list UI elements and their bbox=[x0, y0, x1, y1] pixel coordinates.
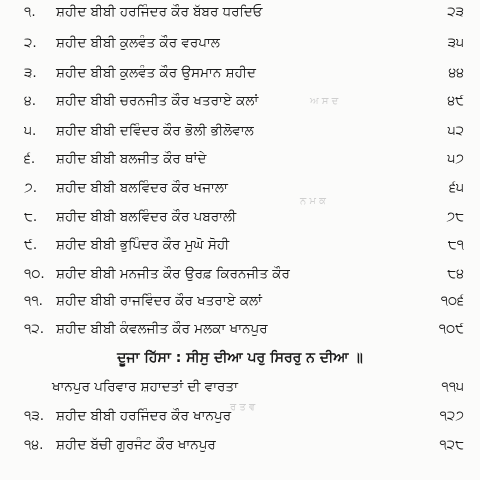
entry-title: ਸ਼ਹੀਦ ਬੀਬੀ ਮਨਜੀਤ ਕੌਰ ਉਰਫ਼ ਕਿਰਨਜੀਤ ਕੌਰ bbox=[56, 266, 290, 282]
toc-entry[interactable] bbox=[24, 434, 464, 456]
entry-number: ੩. bbox=[24, 65, 37, 81]
entry-number: ੬. bbox=[24, 151, 36, 167]
entry-page: ੮੧ bbox=[447, 237, 464, 253]
toc-subentry[interactable] bbox=[52, 376, 464, 398]
toc-entry[interactable] bbox=[24, 234, 464, 256]
entry-number: ੯. bbox=[24, 237, 38, 253]
entry-number: ੧੨. bbox=[24, 321, 45, 337]
entry-page: ੬੫ bbox=[449, 180, 464, 196]
entry-number: ੧੩. bbox=[24, 408, 45, 424]
toc-entry[interactable] bbox=[24, 148, 464, 170]
entry-page: ੭੮ bbox=[446, 209, 464, 225]
toc-entry[interactable] bbox=[24, 120, 464, 142]
entry-title: ਸ਼ਹੀਦ ਬੀਬੀ ਕੁਲਵੰਤ ਕੌਰ ਵਰਪਾਲ bbox=[56, 35, 220, 51]
entry-number: ੧. bbox=[24, 4, 36, 20]
section-heading: ਦੂਜਾ ਹਿੱਸਾ : ਸੀਸੁ ਦੀਆ ਪਰੁ ਸਿਰਰੁ ਨ ਦੀਆ ॥ bbox=[117, 350, 363, 366]
show-through-mark: ਅ ਸ ਦ bbox=[310, 96, 339, 107]
toc-entry[interactable] bbox=[24, 206, 464, 228]
entry-number: ੧੦. bbox=[24, 266, 45, 282]
entry-page: ੧੦੯ bbox=[438, 321, 464, 337]
entry-title: ਸ਼ਹੀਦ ਬੀਬੀ ਦਵਿੰਦਰ ਕੌਰ ਭੋਲੀ ਭੀਲੋਵਾਲ bbox=[56, 123, 254, 139]
entry-number: ੨. bbox=[24, 35, 37, 51]
toc-entry[interactable] bbox=[24, 290, 464, 312]
toc-entry[interactable] bbox=[24, 318, 464, 340]
entry-page: ੧੨੭ bbox=[439, 408, 464, 424]
entry-page: ੨੩ bbox=[447, 4, 464, 20]
entry-title: ਸ਼ਹੀਦ ਬੀਬੀ ਹਰਜਿੰਦਰ ਕੌਰ ਖਾਨਪੁਰ bbox=[56, 408, 232, 424]
toc-entry[interactable] bbox=[24, 405, 464, 427]
entry-title: ਸ਼ਹੀਦ ਬੀਬੀ ਬਲਵਿੰਦਰ ਕੌਰ ਖਜਾਲਾ bbox=[56, 180, 228, 196]
entry-page: ੫੨ bbox=[447, 123, 464, 139]
toc-entry[interactable] bbox=[24, 1, 464, 23]
toc-entry[interactable] bbox=[24, 32, 464, 54]
entry-title: ਸ਼ਹੀਦ ਬੀਬੀ ਕੰਵਲਜੀਤ ਕੌਰ ਮਲਕਾ ਖਾਨਪੁਰ bbox=[56, 321, 268, 337]
entry-title: ਸ਼ਹੀਦ ਬੱਚੀ ਗੁਰਜੰਟ ਕੌਰ ਖਾਨਪੁਰ bbox=[56, 437, 216, 453]
entry-page: ੪੪ bbox=[448, 65, 464, 81]
entry-number: ੧੧. bbox=[24, 293, 43, 309]
entry-title: ਸ਼ਹੀਦ ਬੀਬੀ ਕੁਲਵੰਤ ਕੌਰ ਉਸਮਾਨ ਸ਼ਹੀਦ bbox=[56, 65, 256, 81]
toc-entry[interactable] bbox=[24, 263, 464, 285]
entry-title: ਸ਼ਹੀਦ ਬੀਬੀ ਚਰਨਜੀਤ ਕੌਰ ਖਤਰਾਏ ਕਲਾਂ bbox=[56, 93, 259, 109]
entry-page: ੪੯ bbox=[447, 93, 464, 109]
entry-number: ੮. bbox=[24, 209, 38, 225]
show-through-mark: ਰ ਤ ਵ bbox=[230, 402, 256, 413]
entry-page: ੧੧੫ bbox=[441, 379, 464, 395]
toc-entry[interactable] bbox=[24, 62, 464, 84]
entry-page: ੧੨੮ bbox=[439, 437, 464, 453]
entry-page: ੮੪ bbox=[447, 266, 464, 282]
entry-page: ੧੦੬ bbox=[440, 293, 464, 309]
entry-title: ਸ਼ਹੀਦ ਬੀਬੀ ਬਲਜੀਤ ਕੌਰ ਥਾਂਦੇ bbox=[56, 151, 207, 167]
entry-title: ਸ਼ਹੀਦ ਬੀਬੀ ਹਰਜਿੰਦਰ ਕੌਰ ਬੱਬਰ ਧਰਦਿਓ bbox=[56, 4, 263, 20]
toc-entry[interactable] bbox=[24, 90, 464, 112]
entry-title: ਖਾਨਪੁਰ ਪਰਿਵਾਰ ਸ਼ਹਾਦਤਾਂ ਦੀ ਵਾਰਤਾ bbox=[52, 379, 238, 395]
entry-number: ੫. bbox=[24, 123, 37, 139]
entry-title: ਸ਼ਹੀਦ ਬੀਬੀ ਭੁਪਿੰਦਰ ਕੌਰ ਮੁਘੋ ਸੋਹੀ bbox=[56, 237, 230, 253]
entry-page: ੩੫ bbox=[447, 35, 464, 51]
show-through-mark: ਨ ਮ ਕ bbox=[300, 196, 327, 207]
entry-number: ੭. bbox=[24, 180, 37, 196]
entry-title: ਸ਼ਹੀਦ ਬੀਬੀ ਬਲਵਿੰਦਰ ਕੌਰ ਪਬਰਾਲੀ bbox=[56, 209, 237, 225]
entry-number: ੧੪. bbox=[24, 437, 44, 453]
entry-page: ੫੭ bbox=[447, 151, 464, 167]
entry-number: ੪. bbox=[24, 93, 37, 109]
toc-entry[interactable] bbox=[24, 177, 464, 199]
entry-title: ਸ਼ਹੀਦ ਬੀਬੀ ਰਾਜਵਿੰਦਰ ਕੌਰ ਖਤਰਾਏ ਕਲਾਂ bbox=[56, 293, 263, 309]
